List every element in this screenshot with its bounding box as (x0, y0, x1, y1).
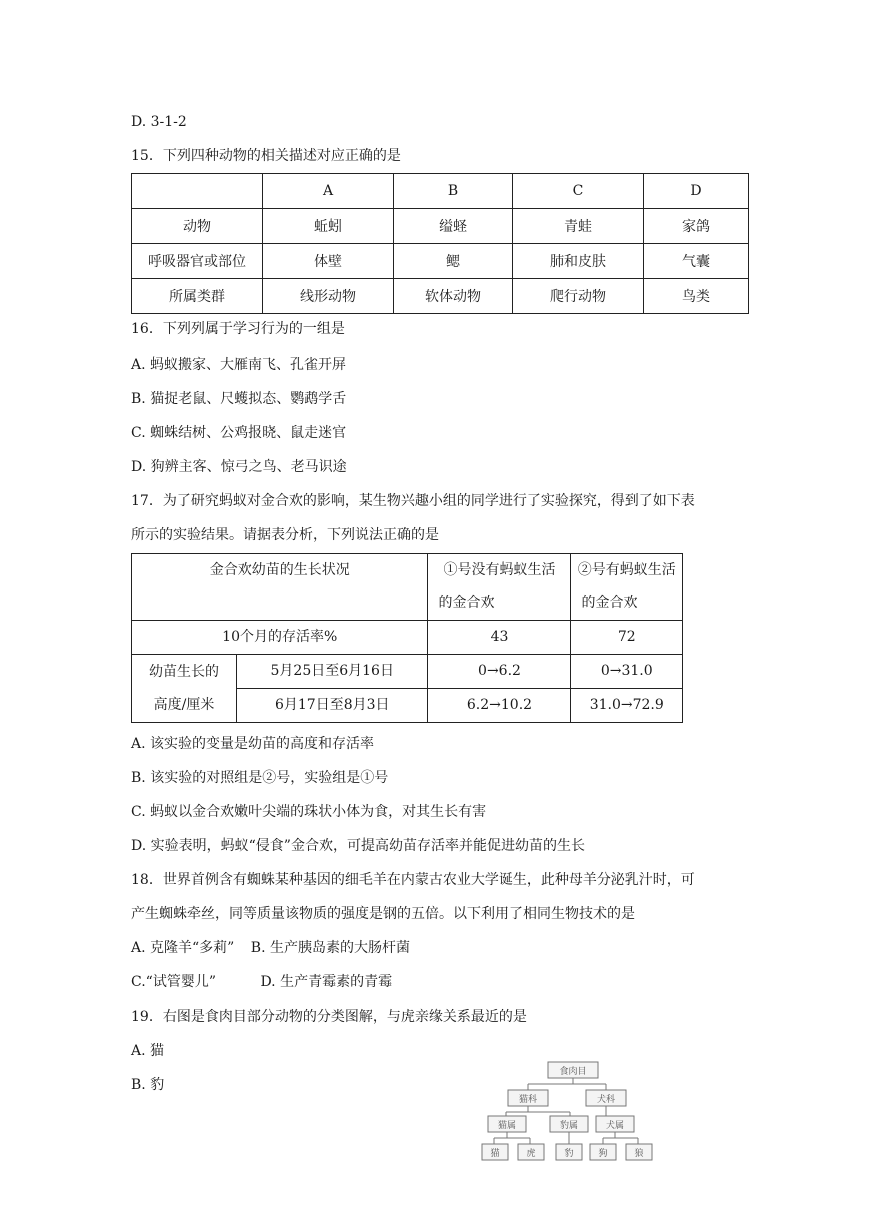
table-cell: 爬行动物 (513, 279, 644, 314)
q16-option-a: A. 蚂蚁搬家、大雁南飞、孔雀开屏 (131, 357, 347, 373)
table-cell: 气囊 (644, 244, 749, 279)
table-cell (132, 655, 237, 723)
q16-option-c: C. 蜘蛛结树、公鸡报晓、鼠走迷官 (131, 425, 347, 441)
q18-options-row2 (131, 972, 392, 992)
table-cell: 鳃 (394, 244, 513, 279)
table-cell: 缢蛏 (394, 209, 513, 244)
tree-genus-label: 犬属 (605, 1121, 625, 1131)
tree-species-label: 狼 (634, 1149, 644, 1159)
q18-stem-line1: 18．世界首例含有蜘蛛某种基因的细毛羊在内蒙古农业大学诞生，此种母羊分泌乳汁时，可 (131, 872, 695, 888)
tree-family-label: 犬科 (596, 1095, 616, 1105)
tree-species-label: 虎 (526, 1149, 536, 1159)
table-cell: 6.2→10.2 (428, 689, 571, 723)
table-cell: 青蛙 (513, 209, 644, 244)
table-cell: 呼吸器官或部位 (132, 244, 263, 279)
table-row (132, 621, 683, 655)
q16-option-d: D. 狗辨主客、惊弓之鸟、老马识途 (131, 459, 347, 475)
q17-option-b: B. 该实验的对照组是②号，实验组是①号 (131, 770, 389, 786)
table-cell: 31.0→72.9 (571, 689, 683, 723)
table-cell: 体壁 (263, 244, 394, 279)
table-cell: 软体动物 (394, 279, 513, 314)
table-cell: 5月25日至6月16日 (237, 655, 428, 689)
tree-genus-label: 豹属 (559, 1121, 579, 1131)
table-cell: 蚯蚓 (263, 209, 394, 244)
q19-stem: 19．右图是食肉目部分动物的分类图解，与虎亲缘关系最近的是 (131, 1009, 527, 1025)
q18-option-b: B. 生产胰岛素的大肠杆菌 (250, 940, 410, 956)
header-line: ①号没有蚂蚁生活 (443, 562, 556, 578)
q18-option-a: A. 克隆羊“多莉” (131, 940, 235, 956)
q17-option-d: D. 实验表明，蚂蚁“侵食”金合欢，可提高幼苗存活率并能促进幼苗的生长 (131, 838, 585, 854)
table-cell: A (263, 174, 394, 209)
table-row (132, 244, 749, 279)
q17-table (131, 553, 683, 723)
table-cell: 43 (428, 621, 571, 655)
q17-stem-line2: 所示的实验结果。请据表分析，下列说法正确的是 (131, 527, 439, 543)
tree-species-label: 豹 (564, 1149, 574, 1159)
q17-option-a: A. 该实验的变量是幼苗的高度和存活率 (131, 736, 375, 752)
tree-genus-label: 猫属 (497, 1121, 517, 1131)
table-cell: 动物 (132, 209, 263, 244)
table-cell: 10个月的存活率% (132, 621, 428, 655)
q15-stem: 15．下列四种动物的相关描述对应正确的是 (131, 148, 401, 164)
table-cell: 所属类群 (132, 279, 263, 314)
q19-option-a: A. 猫 (131, 1043, 165, 1059)
table-cell: 6月17日至8月3日 (237, 689, 428, 723)
q19-option-b: B. 豹 (131, 1077, 165, 1093)
q18-option-d: D. 生产青霉素的青霉 (260, 974, 393, 990)
table-row (132, 655, 683, 689)
row-label-line: 高度/厘米 (153, 696, 215, 713)
table-cell: 肺和皮肤 (513, 244, 644, 279)
table-cell: 0→31.0 (571, 655, 683, 689)
table-cell (132, 554, 428, 621)
table-cell (571, 554, 683, 621)
table-cell: C (513, 174, 644, 209)
header-line: ②号有蚂蚁生活 (577, 562, 676, 578)
table-cell: 线形动物 (263, 279, 394, 314)
q17-stem-line1: 17．为了研究蚂蚁对金合欢的影响，某生物兴趣小组的同学进行了实验探究，得到了如下表 (131, 493, 695, 509)
prev-option-d: D. 3-1-2 (131, 114, 187, 130)
table-cell: D (644, 174, 749, 209)
table-cell (428, 554, 571, 621)
tree-family-label: 猫科 (518, 1095, 538, 1105)
tree-order-label: 食肉目 (559, 1067, 587, 1077)
table-row (132, 554, 683, 621)
q18-options-row1 (131, 938, 410, 958)
q18-stem-line2: 产生蜘蛛牵丝，同等质量该物质的强度是钢的五倍。以下利用了相同生物技术的是 (131, 906, 635, 922)
table-cell: 0→6.2 (428, 655, 571, 689)
header-line: 的金合欢 (581, 595, 638, 611)
table-cell: 72 (571, 621, 683, 655)
table-cell: 鸟类 (644, 279, 749, 314)
tree-species-label: 猫 (490, 1149, 500, 1159)
table-cell (132, 174, 263, 209)
header-line: 的金合欢 (438, 595, 495, 611)
taxonomy-tree-figure (478, 1054, 668, 1166)
q18-option-c: C.“试管婴儿” (131, 974, 216, 990)
header-label: 金合欢幼苗的生长状况 (209, 562, 350, 578)
table-cell: 家鸽 (644, 209, 749, 244)
table-row (132, 279, 749, 314)
q16-option-b: B. 猫捉老鼠、尺蠖拟态、鹦鹉学舌 (131, 391, 347, 407)
table-row (132, 209, 749, 244)
table-row (132, 174, 749, 209)
taxonomy-tree-svg (478, 1054, 668, 1166)
table-cell: B (394, 174, 513, 209)
row-label-line: 幼苗生长的 (149, 663, 219, 680)
tree-species-label: 狗 (598, 1149, 608, 1159)
q16-stem: 16．下列列属于学习行为的一组是 (131, 321, 345, 337)
q17-option-c: C. 蚂蚁以金合欢嫩叶尖端的珠状小体为食，对其生长有害 (131, 804, 487, 820)
q15-table (131, 173, 749, 314)
